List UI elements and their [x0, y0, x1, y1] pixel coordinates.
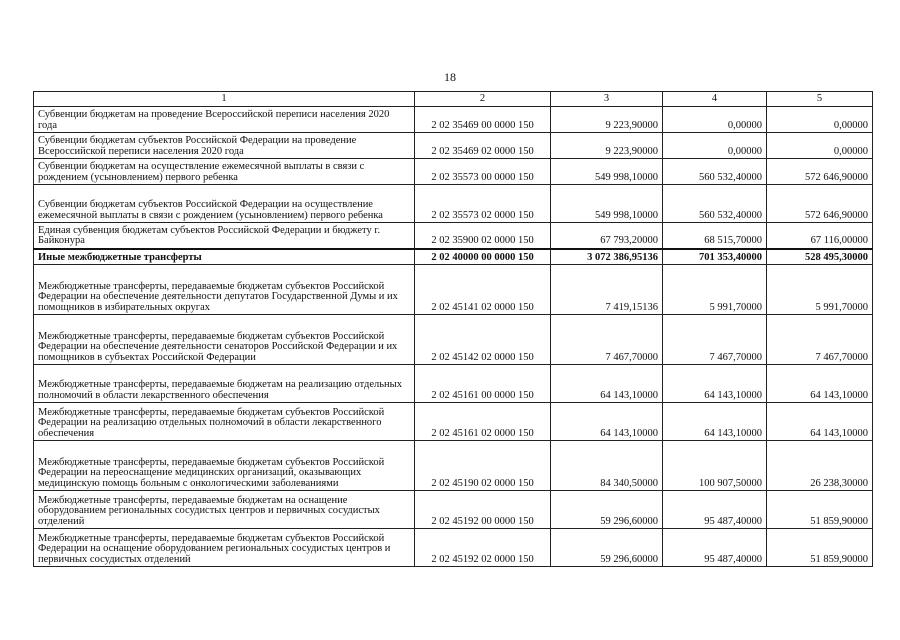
- row-name: Межбюджетные трансферты, передаваемые бюджетам субъектов Российской Федерации на обеспечение деятельности сенаторов Российской Федерации и их помощников в субъектах Российской Федерации: [34, 315, 415, 365]
- row-value-2021: 5 991,70000: [663, 265, 767, 315]
- row-value-2020: 64 143,10000: [551, 403, 663, 441]
- table-row: [34, 529, 873, 567]
- row-code: 2 02 45190 02 0000 150: [415, 441, 551, 491]
- row-value-2020: 549 998,10000: [551, 185, 663, 223]
- row-code: 2 02 40000 00 0000 150: [415, 249, 551, 265]
- row-name: Межбюджетные трансферты, передаваемые бюджетам субъектов Российской Федерации на переоснащение медицинских организаций, оказывающих медицинскую помощь больным с онкологическими заболеваниями: [34, 441, 415, 491]
- row-value-2021: 64 143,10000: [663, 403, 767, 441]
- row-value-2021: 100 907,50000: [663, 441, 767, 491]
- table-row: [34, 185, 873, 223]
- table-row: [34, 315, 873, 365]
- budget-revenue-table: [33, 91, 873, 567]
- row-code: 2 02 45142 02 0000 150: [415, 315, 551, 365]
- row-value-2020: 549 998,10000: [551, 159, 663, 185]
- row-name: Межбюджетные трансферты, передаваемые бюджетам субъектов Российской Федерации на оснащение оборудованием региональных сосудистых центров и первичных сосудистых отделений: [34, 529, 415, 567]
- row-name: Межбюджетные трансферты, передаваемые бюджетам на оснащение оборудованием региональных сосудистых центров и первичных сосудистых отделений: [34, 491, 415, 529]
- row-value-2020: 7 419,15136: [551, 265, 663, 315]
- row-value-2020: 59 296,60000: [551, 491, 663, 529]
- row-value-2022: 572 646,90000: [767, 159, 873, 185]
- row-value-2020: 9 223,90000: [551, 133, 663, 159]
- table-row: [34, 441, 873, 491]
- header-col-code: 2: [415, 92, 551, 107]
- row-name: Субвенции бюджетам на осуществление ежемесячной выплаты в связи с рождением (усыновлением) первого ребенка: [34, 159, 415, 185]
- row-code: 2 02 35469 00 0000 150: [415, 107, 551, 133]
- row-value-2022: 64 143,10000: [767, 403, 873, 441]
- row-value-2020: 64 143,10000: [551, 365, 663, 403]
- row-name: Межбюджетные трансферты, передаваемые бюджетам субъектов Российской Федерации на реализацию отдельных полномочий в области лекарственного обеспечения: [34, 403, 415, 441]
- table-row-subtotal: [34, 249, 873, 265]
- row-value-2020: 3 072 386,95136: [551, 249, 663, 265]
- row-code: 2 02 45161 00 0000 150: [415, 365, 551, 403]
- row-value-2021: 64 143,10000: [663, 365, 767, 403]
- header-col-2021: 4: [663, 92, 767, 107]
- row-value-2022: 64 143,10000: [767, 365, 873, 403]
- row-name: Межбюджетные трансферты, передаваемые бюджетам на реализацию отдельных полномочий в области лекарственного обеспечения: [34, 365, 415, 403]
- row-value-2022: 7 467,70000: [767, 315, 873, 365]
- row-name: Единая субвенция бюджетам субъектов Российской Федерации и бюджету г. Байконура: [34, 223, 415, 249]
- row-value-2020: 67 793,20000: [551, 223, 663, 249]
- row-value-2020: 84 340,50000: [551, 441, 663, 491]
- table-row: [34, 159, 873, 185]
- row-value-2021: 560 532,40000: [663, 185, 767, 223]
- row-value-2021: 701 353,40000: [663, 249, 767, 265]
- row-value-2021: 0,00000: [663, 107, 767, 133]
- table-row: [34, 265, 873, 315]
- row-value-2022: 51 859,90000: [767, 491, 873, 529]
- row-name: Субвенции бюджетам на проведение Всероссийской переписи населения 2020 года: [34, 107, 415, 133]
- row-value-2022: 0,00000: [767, 133, 873, 159]
- row-value-2021: 0,00000: [663, 133, 767, 159]
- table-header-row: [34, 92, 873, 107]
- table-row: [34, 223, 873, 249]
- row-value-2022: 528 495,30000: [767, 249, 873, 265]
- row-value-2022: 67 116,00000: [767, 223, 873, 249]
- row-value-2022: 0,00000: [767, 107, 873, 133]
- row-value-2021: 95 487,40000: [663, 529, 767, 567]
- table-row: [34, 403, 873, 441]
- table-row: [34, 491, 873, 529]
- row-name: Межбюджетные трансферты, передаваемые бюджетам субъектов Российской Федерации на обеспечение деятельности депутатов Государственной Думы и их помощников в избирательных округах: [34, 265, 415, 315]
- table-row: [34, 133, 873, 159]
- row-code: 2 02 45141 02 0000 150: [415, 265, 551, 315]
- row-code: 2 02 35900 02 0000 150: [415, 223, 551, 249]
- row-code: 2 02 45192 00 0000 150: [415, 491, 551, 529]
- row-value-2020: 7 467,70000: [551, 315, 663, 365]
- header-col-2022: 5: [767, 92, 873, 107]
- page-number: 18: [444, 70, 456, 84]
- row-value-2020: 9 223,90000: [551, 107, 663, 133]
- row-value-2020: 59 296,60000: [551, 529, 663, 567]
- table-row: [34, 107, 873, 133]
- row-code: 2 02 35573 00 0000 150: [415, 159, 551, 185]
- row-name: Субвенции бюджетам субъектов Российской Федерации на осуществление ежемесячной выплаты в связи с рождением (усыновлением) первого ребенка: [34, 185, 415, 223]
- row-value-2022: 26 238,30000: [767, 441, 873, 491]
- row-value-2022: 5 991,70000: [767, 265, 873, 315]
- row-value-2022: 51 859,90000: [767, 529, 873, 567]
- row-code: 2 02 45192 02 0000 150: [415, 529, 551, 567]
- row-name: Субвенции бюджетам субъектов Российской Федерации на проведение Всероссийской переписи населения 2020 года: [34, 133, 415, 159]
- row-name: Иные межбюджетные трансферты: [34, 249, 415, 265]
- header-col-name: 1: [34, 92, 415, 107]
- table-row: [34, 365, 873, 403]
- header-col-2020: 3: [551, 92, 663, 107]
- row-value-2021: 95 487,40000: [663, 491, 767, 529]
- row-code: 2 02 45161 02 0000 150: [415, 403, 551, 441]
- row-value-2021: 560 532,40000: [663, 159, 767, 185]
- row-code: 2 02 35573 02 0000 150: [415, 185, 551, 223]
- row-code: 2 02 35469 02 0000 150: [415, 133, 551, 159]
- row-value-2022: 572 646,90000: [767, 185, 873, 223]
- row-value-2021: 68 515,70000: [663, 223, 767, 249]
- row-value-2021: 7 467,70000: [663, 315, 767, 365]
